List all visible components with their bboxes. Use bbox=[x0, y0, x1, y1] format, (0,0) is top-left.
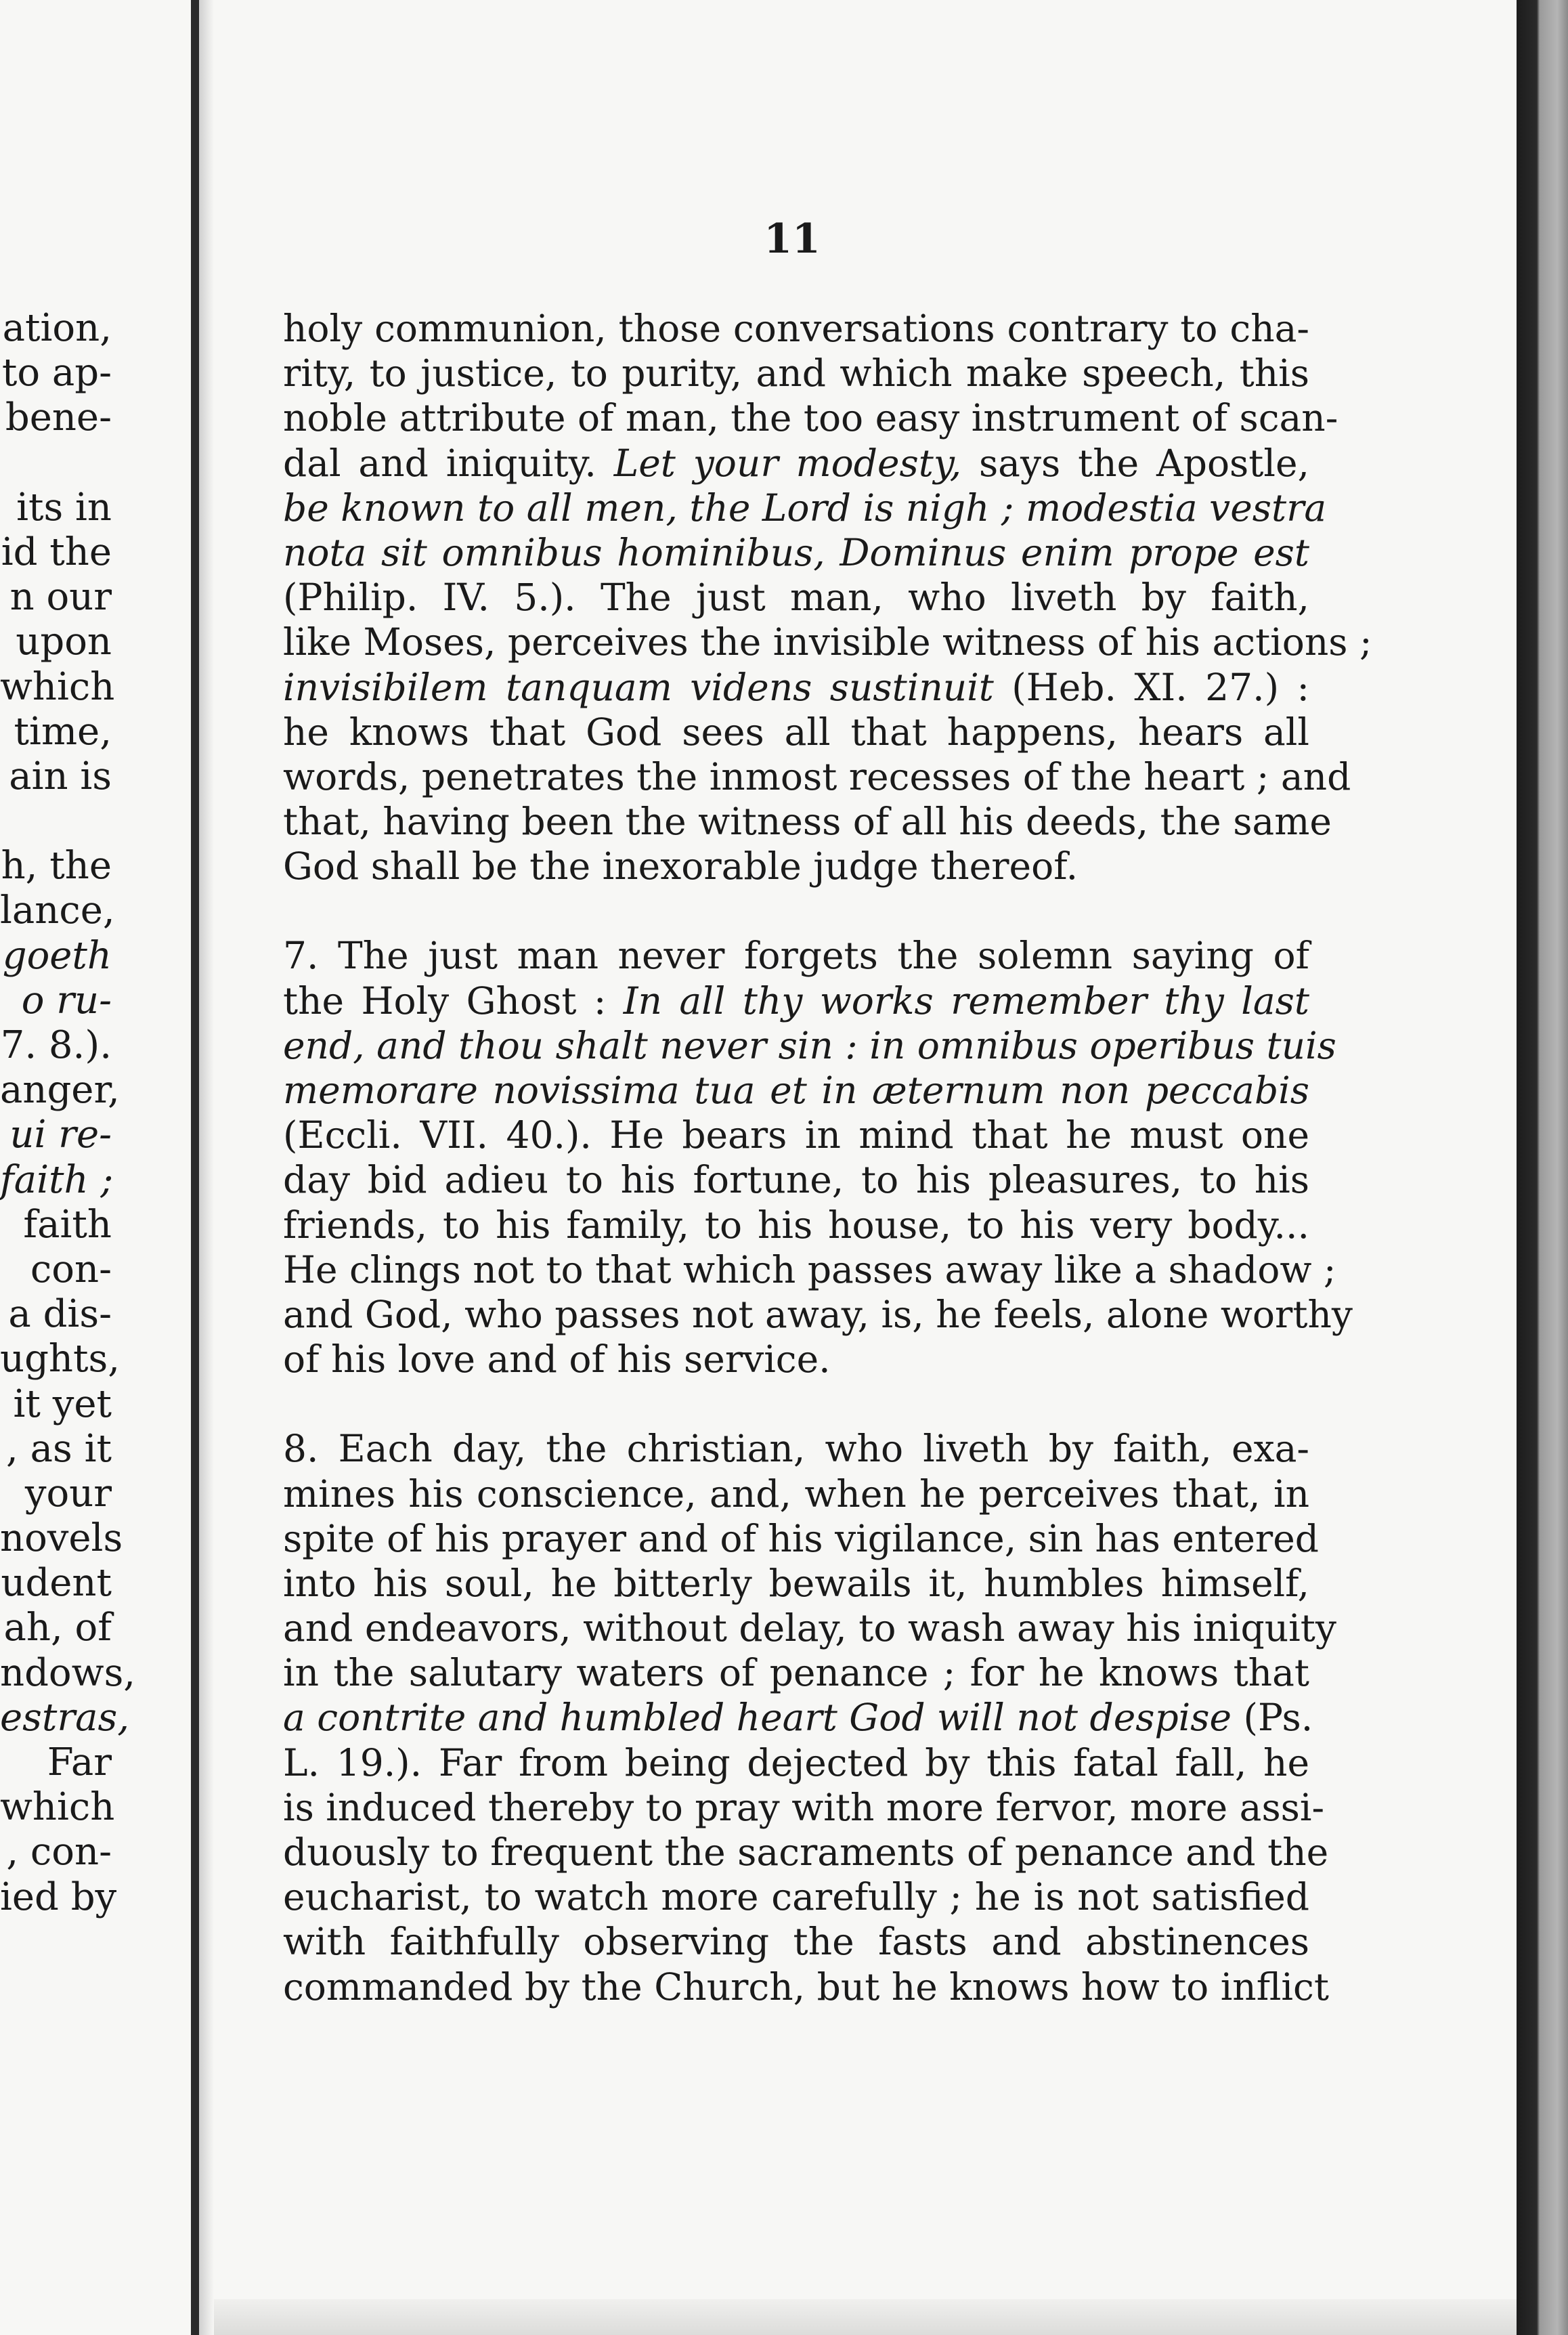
facing-page-line: , con- bbox=[6, 1830, 112, 1875]
text-line bbox=[283, 1561, 1309, 1606]
text-line bbox=[283, 754, 1351, 799]
facing-page-line: udent bbox=[1, 1561, 112, 1606]
text-run: of his love and of his service. bbox=[283, 1337, 831, 1381]
facing-page-line: ain is bbox=[9, 754, 112, 798]
facing-page-line: h, the bbox=[1, 844, 112, 888]
text-line bbox=[283, 844, 1309, 888]
text-run: noble attribute of man, the too easy instrument of scan- bbox=[283, 396, 1338, 440]
text-run: day bid adieu to his fortune, to his pleasures, to his bbox=[283, 1158, 1309, 1202]
text-run: rity, to justice, to purity, and which make speech, this bbox=[283, 351, 1309, 395]
text-run: (Eccli. VII. 40.). He bears in mind that he must one bbox=[283, 1113, 1309, 1157]
facing-page-line: , as it bbox=[6, 1426, 112, 1471]
facing-page-line: to ap- bbox=[1, 351, 112, 395]
text-run: (Philip. IV. 5.). The just man, who liveth by faith, bbox=[283, 576, 1309, 620]
facing-page-line: upon bbox=[16, 620, 112, 664]
text-line bbox=[283, 1785, 1325, 1830]
italic-run: end, and thou shalt never sin : in omnibus operibus tuis bbox=[283, 1023, 1336, 1067]
facing-page-line: time, bbox=[14, 709, 112, 754]
text-line bbox=[283, 486, 1327, 530]
facing-page-line: Far bbox=[47, 1740, 112, 1784]
text-line bbox=[283, 1426, 1309, 1471]
facing-page-line: goeth bbox=[2, 933, 112, 978]
facing-page-line: its in bbox=[16, 485, 112, 530]
text-run: says the Apostle, bbox=[961, 441, 1310, 485]
text-line bbox=[283, 1157, 1309, 1202]
text-run: God shall be the inexorable judge thereof. bbox=[283, 844, 1079, 888]
text-run: 8. Each day, the christian, who liveth by faith, exa- bbox=[283, 1427, 1309, 1471]
text-line bbox=[283, 1965, 1329, 2009]
facing-page-line: con- bbox=[30, 1247, 112, 1291]
facing-page-fragment bbox=[0, 306, 136, 1920]
facing-page-line: ughts, bbox=[0, 1337, 121, 1381]
paragraph bbox=[283, 1426, 1336, 2009]
text-line bbox=[283, 1113, 1309, 1157]
text-run: and God, who passes not away, is, he feels, alone worthy bbox=[283, 1292, 1353, 1336]
text-run: 7. The just man never forgets the solemn saying of bbox=[283, 934, 1309, 978]
text-run: and endeavors, without delay, to wash away his iniquity bbox=[283, 1606, 1336, 1650]
text-run: eucharist, to watch more carefully ; he is not satisfied bbox=[283, 1875, 1309, 1919]
text-line bbox=[283, 1650, 1309, 1695]
text-run: he knows that God sees all that happens, hears all bbox=[283, 710, 1309, 754]
text-line bbox=[283, 1695, 1313, 1740]
italic-run: nota sit omnibus hominibus, Dominus enim prope est bbox=[283, 530, 1309, 574]
facing-page-line: it yet bbox=[13, 1381, 112, 1426]
text-run: He clings not to that which passes away like a shadow ; bbox=[283, 1247, 1336, 1291]
text-line bbox=[283, 575, 1309, 620]
italic-run: be known to all men, the Lord is nigh ; modestia vestra bbox=[283, 486, 1327, 530]
facing-page-line bbox=[0, 441, 112, 486]
paragraph bbox=[283, 306, 1372, 888]
text-run: that, having been the witness of all his deeds, the same bbox=[283, 800, 1332, 844]
text-run: L. 19.). Far from being dejected by this fatal fall, he bbox=[283, 1740, 1309, 1784]
paragraph bbox=[283, 933, 1353, 1381]
facing-page-line: o ru- bbox=[21, 978, 112, 1023]
page-number: 11 bbox=[764, 215, 821, 263]
facing-page-line: faith bbox=[23, 1202, 112, 1247]
facing-page-line bbox=[0, 799, 112, 844]
text-run: holy communion, those conversations contrary to cha- bbox=[283, 307, 1309, 350]
facing-page-line: a dis- bbox=[8, 1292, 112, 1337]
facing-page-line: ation, bbox=[2, 306, 112, 350]
text-line bbox=[283, 1830, 1329, 1875]
facing-page-line: ah, of bbox=[3, 1606, 112, 1650]
text-line bbox=[283, 441, 1309, 486]
facing-page-line: ied by bbox=[0, 1875, 117, 1919]
text-run: with faithfully observing the fasts and abstinences bbox=[283, 1920, 1309, 1964]
text-line bbox=[283, 1247, 1336, 1292]
text-line bbox=[283, 710, 1309, 754]
facing-page-line: anger, bbox=[0, 1068, 120, 1113]
text-line bbox=[283, 665, 1309, 710]
page-edge-right bbox=[1517, 0, 1568, 2335]
facing-page-line: id the bbox=[1, 530, 112, 574]
text-run: into his soul, he bitterly bewails it, humbles himself, bbox=[283, 1561, 1309, 1605]
binding-gutter bbox=[191, 0, 199, 2335]
text-run: (Ps. bbox=[1232, 1696, 1313, 1740]
text-line bbox=[283, 933, 1309, 978]
text-line bbox=[283, 979, 1309, 1023]
facing-page-line: n our bbox=[9, 575, 112, 620]
facing-page-line: your bbox=[24, 1471, 112, 1516]
page-body bbox=[283, 306, 1372, 2009]
text-run: friends, to his family, to his house, to his very body... bbox=[283, 1203, 1309, 1247]
text-line bbox=[283, 1875, 1309, 1919]
italic-run: invisibilem tanquam videns sustinuit bbox=[283, 665, 994, 709]
text-line bbox=[283, 351, 1309, 395]
text-line bbox=[283, 1068, 1309, 1113]
text-run: mines his conscience, and, when he perceives that, in bbox=[283, 1472, 1309, 1516]
text-line bbox=[283, 1472, 1309, 1516]
text-line bbox=[283, 1023, 1336, 1068]
italic-run: memorare novissima tua et in æternum non peccabis bbox=[283, 1069, 1309, 1112]
text-line bbox=[283, 1337, 1309, 1381]
text-line bbox=[283, 1606, 1336, 1650]
text-run: dal and iniquity. bbox=[283, 441, 614, 485]
facing-page-line: ndows, bbox=[0, 1650, 136, 1695]
text-line bbox=[283, 620, 1372, 664]
page-edge-bottom bbox=[214, 2299, 1517, 2335]
facing-page-line: estras, bbox=[0, 1695, 130, 1740]
facing-page-line: ui re- bbox=[9, 1113, 112, 1157]
text-line bbox=[283, 1516, 1319, 1561]
facing-page-line: bene- bbox=[5, 395, 112, 440]
text-run: words, penetrates the inmost recesses of the heart ; and bbox=[283, 754, 1351, 798]
text-run: like Moses, perceives the invisible witness of his actions ; bbox=[283, 620, 1372, 664]
text-run: the Holy Ghost : bbox=[283, 979, 624, 1023]
text-run: (Heb. XI. 27.) : bbox=[993, 665, 1309, 709]
facing-page-line: lance, bbox=[0, 888, 115, 933]
text-line bbox=[283, 395, 1338, 440]
text-line bbox=[283, 799, 1332, 844]
gutter-shadow bbox=[199, 0, 214, 2335]
text-line bbox=[283, 306, 1309, 351]
facing-page-line: faith ; bbox=[0, 1157, 114, 1202]
facing-page-line: which bbox=[0, 1785, 115, 1830]
text-run: is induced thereby to pray with more fervor, more assi- bbox=[283, 1785, 1325, 1829]
facing-page-line: which bbox=[0, 664, 115, 709]
italic-run: In all thy works remember thy last bbox=[623, 979, 1309, 1023]
text-line bbox=[283, 1740, 1309, 1785]
text-run: spite of his prayer and of his vigilance, sin has entered bbox=[283, 1516, 1319, 1560]
text-run: duously to frequent the sacraments of penance and the bbox=[283, 1830, 1329, 1874]
facing-page-line: 7. 8.). bbox=[0, 1023, 112, 1067]
text-line bbox=[283, 1292, 1353, 1337]
text-line bbox=[283, 1919, 1309, 1964]
facing-page-line: novels bbox=[0, 1516, 123, 1561]
italic-run: Let your modesty, bbox=[613, 441, 962, 485]
text-line bbox=[283, 530, 1309, 575]
text-run: in the salutary waters of penance ; for he knows that bbox=[283, 1651, 1309, 1695]
italic-run: a contrite and humbled heart God will not despise bbox=[283, 1696, 1232, 1740]
text-run: commanded by the Church, but he knows how to inflict bbox=[283, 1965, 1329, 2009]
text-line bbox=[283, 1203, 1309, 1247]
